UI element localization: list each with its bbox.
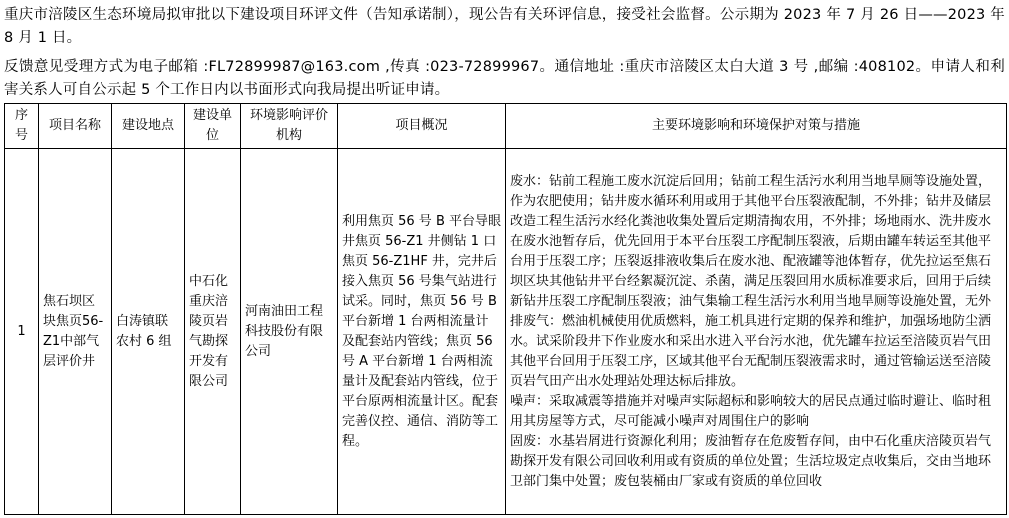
notice-paragraph-2: 反馈意见受理方式为电子邮箱 :FL72899987@163.com ,传真 :023-72899967。通信地址 :重庆市涪陵区太白大道 3 号 ,邮编 :408102。申请人和利害关系人可自公示起 5 个工作日内以书面形式向我局提出听证申请。: [4, 59, 1005, 98]
measures-wastewater: 废水：钻前工程施工废水沉淀后回用；钻前工程生活污水利用当地旱厕等设施处置，作为农肥使用；钻井废水循环利用或用于其他平台压裂液配制，不外排；钻井及储层改造工程生活污水经化粪池收集处置后定期清掏农用，不外排；场地雨水、洗井废水在废水池暂存后，优先回用于本平台压裂工序配制压裂液，后期由罐车转运至其他平台用于压裂工序；压裂返排液收集后在废水池、配液罐等池体暂存，优先拉运至焦石坝区块其他钻井平台经絮凝沉淀、杀菌，满足压裂回用水质标准要求后，回用于后续新钻井压裂工序配制压裂液；油气集输工程生活污水利用当地旱厕等设施处置，无外排废气：燃油机械使用优质燃料，施工机具进行定期的保养和维护，加强场地防尘洒水。试采阶段井下作业废水和采出水进入平台污水池，优先罐车拉运至涪陵页岩气田其他平台回用于压裂工序，区域其他平台无配制压裂液需求时，通过管输运送至涪陵页岩气田产出水处理站处理达标后排放。: [510, 173, 992, 389]
cell-measures: [506, 149, 1007, 515]
measures-solid-waste: 固废：水基岩屑进行资源化利用；废油暂存在危废暂存间，由中石化重庆涪陵页岩气勘探开发有限公司回收利用或有资质的单位处置；生活垃圾定点收集后，交由当地环卫部门集中处置；废包装桶由厂家或有资质的单位回收: [510, 433, 992, 489]
header-seq: 序号: [5, 104, 39, 149]
project-table: [4, 103, 1007, 515]
cell-unit: 中石化重庆涪陵页岩气勘探开发有限公司: [185, 149, 241, 515]
header-measures: 主要环境影响和环境保护对策与措施: [506, 104, 1007, 149]
cell-seq: 1: [5, 149, 39, 515]
header-location: 建设地点: [112, 104, 185, 149]
header-summary: 项目概况: [338, 104, 506, 149]
header-name: 项目名称: [39, 104, 112, 149]
header-agency: 环境影响评价机构: [241, 104, 338, 149]
header-unit: 建设单位: [185, 104, 241, 149]
table-row: [5, 149, 1007, 515]
notice-paragraph-1: 重庆市涪陵区生态环境局拟审批以下建设项目环评文件（告知承诺制），现公告有关环评信息，接受社会监督。公示期为 2023 年 7 月 26 日——2023 年 8 月 1 日。: [4, 7, 1005, 46]
measures-noise: 噪声：采取减震等措施并对噪声实际超标和影响较大的居民点通过临时避让、临时租用其房屋等方式，尽可能减小噪声对周围住户的影响: [510, 393, 992, 429]
cell-summary: 利用焦页 56 号 B 平台导眼井焦页 56-Z1 井侧钻 1 口焦页 56-Z1HF 井，完井后接入焦页 56 号集气站进行试采。同时，焦页 56 号 B 平台新增 1 台两相流量计及配套站内管线；焦页 56 号 A 平台新增 1 台两相流量计及配套站内管线，位于平台原两相流量计区。配套完善仪控、通信、消防等工程。: [338, 149, 506, 515]
cell-name: 焦石坝区块焦页56-Z1中部气层评价井: [39, 149, 112, 515]
table-header-row: [5, 104, 1007, 149]
cell-agency: 河南油田工程科技股份有限公司: [241, 149, 338, 515]
cell-location: 白涛镇联农村 6 组: [112, 149, 185, 515]
